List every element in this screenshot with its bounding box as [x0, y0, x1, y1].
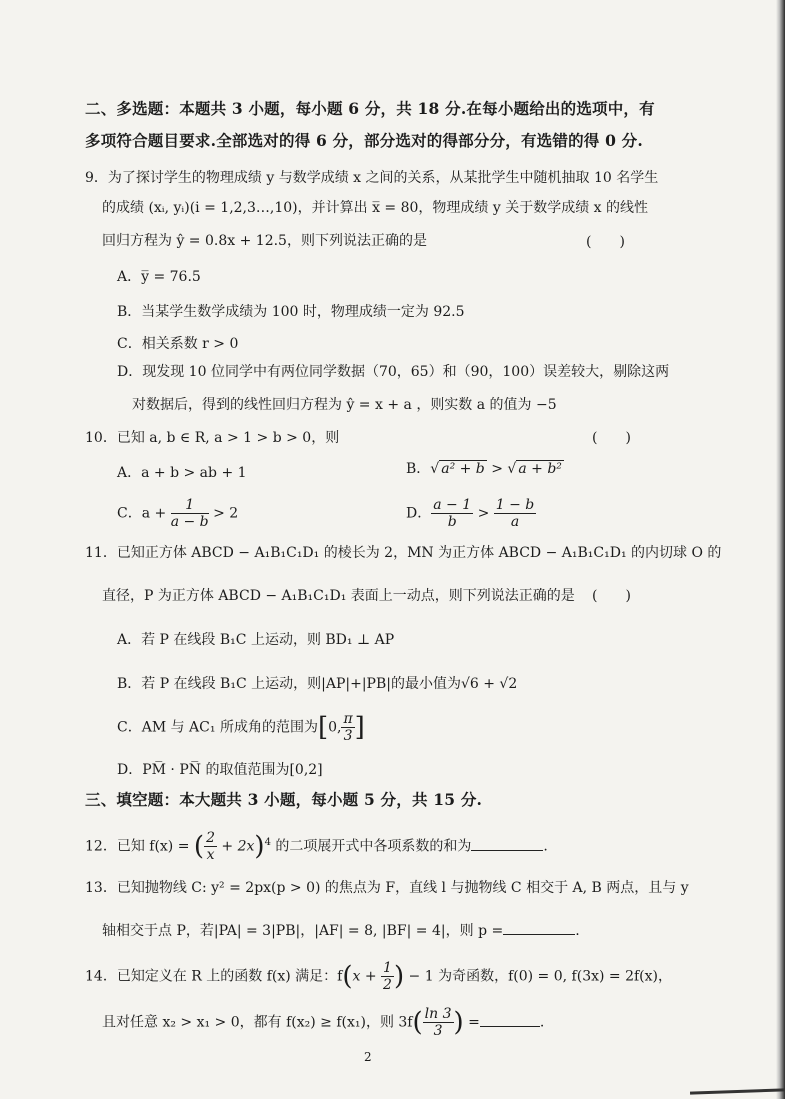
- q12-num: 2: [206, 830, 215, 846]
- q10-line1: 10．已知 a, b ∈ R, a > 1 > b > 0，则: [85, 430, 340, 446]
- q12: 12．已知 f(x) = ( $\frac{2}{x}$ + 2x)$^4$ 的二项展开式中各项系数的和为 .: [85, 830, 548, 864]
- scan-edge-shadow: [776, 0, 785, 1099]
- q10-option-a: A．a + b > ab + 1: [117, 465, 247, 481]
- q10-option-d: [406, 497, 536, 530]
- q12-exponent: 4: [264, 836, 271, 848]
- q14-answer-blank[interactable]: [480, 1014, 540, 1027]
- q10-option-b: B．√ a² + b > √ a + b²: [406, 461, 562, 477]
- q14-line2-den: 3: [433, 1023, 443, 1040]
- q14-line2-post: =: [463, 1014, 480, 1031]
- q10-option-d-num1: a − 1: [433, 497, 472, 513]
- q10-option-b-left: a² + b: [441, 461, 485, 477]
- q13-line1: 13．已知抛物线 C: y² = 2px(p > 0) 的焦点为 F，直线 l 与抛物线 C 相交于 A, B 两点，且与 y: [85, 880, 689, 896]
- q10-option-c-num: 1: [171, 497, 209, 514]
- q14-line1-num: 1: [383, 960, 392, 976]
- q12-post: 的二项展开式中各项系数的和为: [270, 838, 472, 855]
- q14-line2-num: ln 3: [424, 1006, 452, 1022]
- q11-option-a: A．若 P 在线段 B₁C 上运动，则 BD₁ ⊥ AP: [117, 632, 395, 648]
- q9-answer-paren: ( ): [586, 234, 625, 250]
- q9-option-d-line1: D．现发现 10 位同学中有两位同学数据（70，65）和（90，100）误差较大，剔除这两: [117, 364, 670, 380]
- q11-option-c-num: π: [343, 711, 353, 727]
- section3-title: 三、填空题：本大题共 3 小题，每小题 5 分，共 15 分.: [85, 790, 483, 809]
- q12-answer-blank[interactable]: [471, 838, 543, 851]
- q9-line2: 的成绩 (xᵢ, yᵢ)(i = 1,2,3…,10)，并计算出 x̅ = 80，物理成绩 y 关于数学成绩 x 的线性: [102, 200, 649, 216]
- section2-title-cont: 多项符合题目要求.全部选对的得 6 分，部分选对的得部分分，有选错的得 0 分.: [85, 131, 643, 150]
- q10-option-c-pre: C．a +: [117, 505, 171, 522]
- q11-option-c-pre: C．AM 与 AC₁ 所成角的范围为: [117, 719, 318, 736]
- q14-line1-den: 2: [383, 977, 392, 994]
- scan-bottom-mark: [690, 1088, 785, 1094]
- q9-option-c: C．相关系数 r > 0: [117, 336, 239, 352]
- q10-option-c-den: a − b: [170, 514, 209, 531]
- section2-title: 二、多选题：本题共 3 小题，每小题 6 分，共 18 分.在每小题给出的选项中，有: [85, 99, 655, 118]
- q12-den: x: [206, 847, 215, 864]
- q10-option-d-den1: b: [447, 514, 457, 531]
- q9-option-a: A．y̅ = 76.5: [117, 269, 201, 285]
- q10-option-b-gt: >: [486, 461, 508, 477]
- q11-option-c-den: 3: [343, 728, 353, 745]
- q11-line2: 直径，P 为正方体 ABCD − A₁B₁C₁D₁ 表面上一动点，则下列说法正确的是: [102, 588, 575, 604]
- q9-option-d-line2: 对数据后，得到的线性回归方程为 ŷ = x + a ，则实数 a 的值为 −5: [132, 397, 557, 413]
- q13-answer-blank[interactable]: [503, 922, 575, 935]
- q9-line3: 回归方程为 ŷ = 0.8x + 12.5，则下列说法正确的是: [102, 233, 427, 249]
- q11-option-c-lower: 0,: [328, 719, 342, 736]
- q10-option-b-right: a + b²: [518, 461, 562, 477]
- q10-option-b-label: B．: [406, 461, 431, 477]
- q13-line2: 轴相交于点 P，若|PA| = 3|PB|，|AF| = 8, |BF| = 4|，则 p = .: [102, 923, 580, 939]
- q11-answer-paren: ( ): [592, 588, 631, 604]
- page-number: 2: [364, 1050, 372, 1064]
- q10-option-c-post: > 2: [208, 505, 239, 522]
- q11-line1: 11．已知正方体 ABCD − A₁B₁C₁D₁ 的棱长为 2，MN 为正方体 ABCD − A₁B₁C₁D₁ 的内切球 O 的: [85, 545, 722, 561]
- q10-answer-paren: ( ): [592, 430, 631, 446]
- q13-line2-text: 轴相交于点 P，若|PA| = 3|PB|，|AF| = 8, |BF| = 4|，则 p =: [102, 923, 504, 939]
- q14-line1-pre: 14．已知定义在 R 上的函数 f(x) 满足：f: [85, 968, 343, 985]
- q14-line2: 且对任意 x₂ > x₁ > 0，都有 f(x₂) ≥ f(x₁)，则 3f( $\frac{\ln 3}{3}$ ) = .: [102, 1006, 545, 1040]
- q14-line1: 14．已知定义在 R 上的函数 f(x) 满足：f(x + $\frac{1}{2}$ ) − 1 为奇函数，f(0) = 0, f(3x) = 2f(x)，: [85, 960, 672, 994]
- q9-option-b: B．当某学生数学成绩为 100 时，物理成绩一定为 92.5: [117, 304, 465, 320]
- q12-mid: + 2x: [216, 838, 255, 855]
- q11-option-d: D．PM̅ · PN̅ 的取值范围为[0,2]: [117, 762, 323, 778]
- q10-option-d-label: D．: [406, 505, 432, 522]
- q10-option-d-num2: 1 − b: [495, 497, 535, 513]
- q10-option-d-gt: >: [473, 505, 494, 522]
- q11-option-c: C．AM 与 AC₁ 所成角的范围为[0, $\frac{\pi}{3}$ ]: [117, 711, 365, 745]
- q10-option-d-den2: a: [510, 514, 520, 531]
- q14-line1-post: − 1 为奇函数，f(0) = 0, f(3x) = 2f(x)，: [404, 968, 672, 985]
- q9-line1: 9．为了探讨学生的物理成绩 y 与数学成绩 x 之间的关系，从某批学生中随机抽取 10 名学生: [85, 170, 659, 186]
- q14-line2-pre: 且对任意 x₂ > x₁ > 0，都有 f(x₂) ≥ f(x₁)，则 3f: [102, 1014, 413, 1031]
- q11-option-b: B．若 P 在线段 B₁C 上运动，则|AP|+|PB|的最小值为√6 + √2: [117, 676, 518, 692]
- q12-pre: 12．已知 f(x) =: [85, 838, 194, 855]
- q14-line1-inner: x +: [352, 968, 382, 985]
- q10-option-c: [117, 497, 238, 530]
